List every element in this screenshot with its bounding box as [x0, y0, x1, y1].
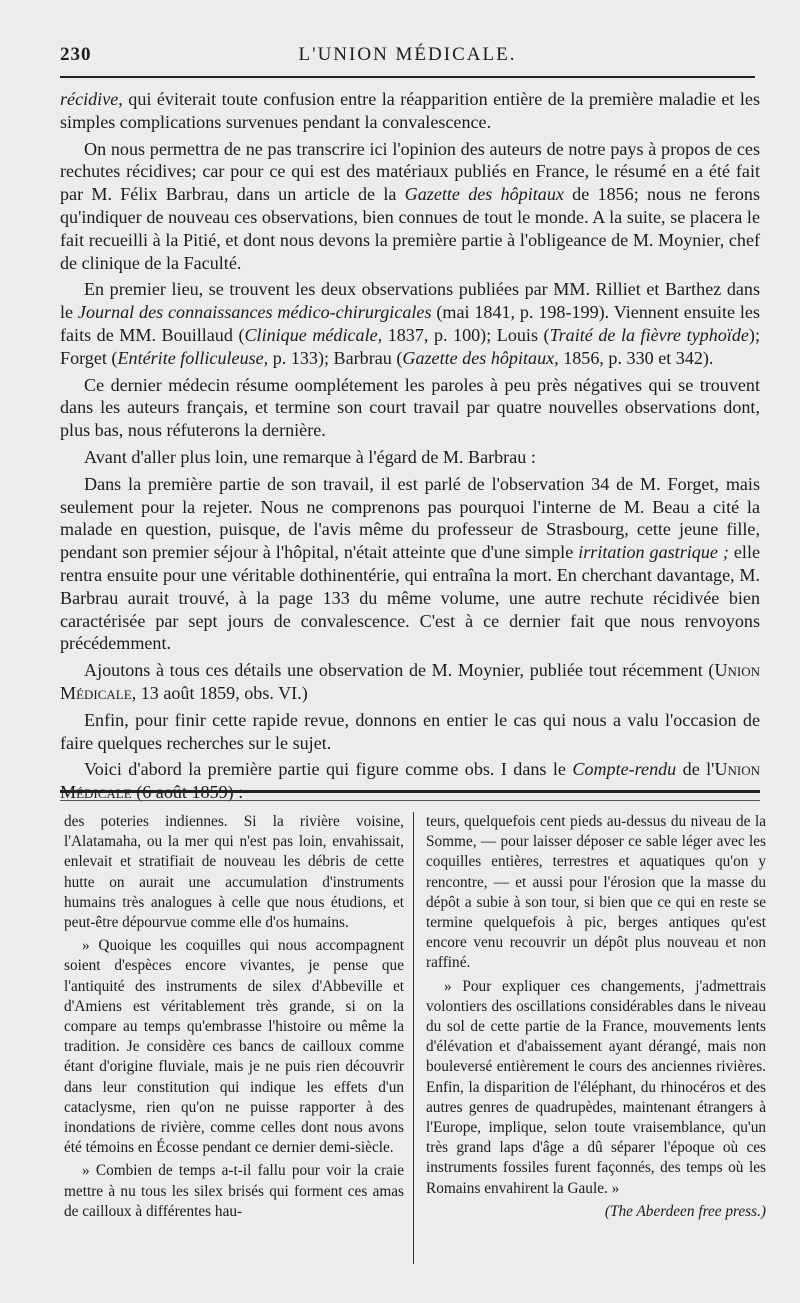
page-header — [60, 40, 755, 74]
paragraph-text: On nous permettra de ne pas transcrire ici l'opinion des auteurs de notre pays à propos de ces rechutes récidives; car pour ce qui est des matériaux publiés en France, le résumé en a été fait par M. Félix Barbrau, dans un article de la — [60, 138, 760, 205]
paragraph-text: Dans la première partie de son travail, il est parlé de l'observation 34 de M. Forget, mais seulement pour la rejeter. Nous ne comprenons pas pourquoi l'interne de M. Beau a cité la malade en question, puisque, de l'avis même du professeur de Strasbourg, cette jeune fille, pendant son premier séjour à l'hôpital, n'était atteinte que d'une simple — [60, 473, 760, 563]
paragraph: » Quoique les coquilles qui nous accompagnent soient d'espèces encore vivantes, je pense que l'antiquité des instruments de silex d'Abbeville et d'Amiens est véritablement très grande, si on la compare au temps qu'embrasse l'histoire ou même la tradition. Je considère ces bancs de cailloux comme étant d'origine fluviale, mais je ne puis rien découvrir dans leur constitution qui indique les effets d'un cataclysme, rien qu'on ne puisse rapporter à des inondations de rivière, comme celles dont nous avons été témoins en Écosse pendant ce dernier demi-siècle. — [64, 937, 404, 1157]
running-title: L'UNION MÉDICALE. — [298, 44, 517, 65]
paragraph: Enfin, pour finir cette rapide revue, donnons en entier le cas qui nous a valu l'occasion de faire quelques recherches sur le sujet. — [60, 709, 760, 753]
paragraph-text: elle rentra ensuite pour une véritable dothinentérie, qui entraîna la mort. En cherchant davantage, M. Barbrau aurait trouvé, à la page 133 du même volume, une autre rechute récidivée bien caractérisée par sept jours de convalescence. C'est à ce dernier fait que nous renvoyons précédemment. — [60, 542, 760, 654]
paragraph: Ce dernier médecin résume oomplétement les paroles à peu près négatives qui se trouvent dans les auteurs français, et termine son court travail par quatre nouvelles observations dont, plus bas, nous réfuterons la dernière. — [60, 374, 760, 441]
paragraph — [60, 138, 760, 275]
paragraph-text: Ajoutons à tous ces détails une observation de M. Moynier, publiée tout récemment ( — [84, 660, 715, 681]
page-number: 230 — [60, 44, 92, 65]
journal-title: Journal des connaissances médico-chirurgicales — [77, 302, 432, 323]
paragraph: teurs, quelquefois cent pieds au-dessus du niveau de la Somme, — pour laisser déposer ce sable léger avec les coquilles entières, terrestres et aquatiques qu'on y rencontre, — et aussi pour l'érosion que la masse du dépôt a subie à son tour, si bien que ce qui en reste se termine quelquefois à pic, berges antiques qu'est encore venu recouvrir un dépôt plus nouveau et non raffiné. — [426, 813, 766, 972]
paragraph-text: 1856, p. 330 et 342). — [558, 347, 714, 368]
paragraph-text: de l' — [676, 759, 715, 780]
paragraph — [60, 473, 760, 655]
italic-term: récidive — [60, 89, 119, 109]
paragraph-text: 1837, p. 100); Louis ( — [382, 324, 550, 345]
book-title: Clinique médicale, — [244, 324, 383, 345]
paragraph: Avant d'aller plus loin, une remarque à l'égard de M. Barbrau : — [84, 446, 536, 467]
paragraph-text: Voici d'abord la première partie qui figure comme obs. I dans le — [84, 759, 573, 780]
paragraph-text: , qui éviterait toute confusion entre la réapparition entière de la première maladie et les simples complications survenues pendant la convalescence. — [60, 89, 760, 132]
column-divider — [413, 812, 414, 1264]
journal-title: Gazette des hôpitaux — [404, 184, 564, 205]
paragraph: » Pour expliquer ces changements, j'admettrais volontiers des oscillations considérables dans le niveau du sol de cette partie de la France, mouvements lents d'élévation et d'abaissement ayant dérangé, mais non bouleversé entièrement le cours des anciennes rivières. Enfin, la disparition de l'éléphant, du rhinocéros et des autres genres de quadrupèdes, maintenant étrangers à l'Europe, implique, selon toute vraisemblance, qu'un très grand laps d'âge a dû séparer l'époque où ces instruments fossiles furent façonnés, des temps où les Romains envahirent la Gaule. » — [426, 977, 766, 1197]
journal-name: Union Médicale — [60, 759, 760, 803]
italic-term: irritation gastrique ; — [578, 542, 729, 563]
paragraph — [60, 659, 760, 705]
paragraph-text: ); Forget ( — [60, 324, 760, 368]
journal-name: Union Médicale — [60, 660, 760, 703]
source-citation: (The Aberdeen free press.) — [604, 1202, 766, 1220]
paragraph-text: (6 août 1859) : — [131, 782, 244, 803]
feuilleton-left-column — [64, 812, 404, 1225]
paragraph-text: En premier lieu, se trouvent les deux observations publiées par MM. Rilliet et Barthez dans le — [60, 279, 760, 323]
paragraph-text: p. 133); Barbrau ( — [268, 347, 403, 368]
paragraph-text: (mai 1841, p. 198-199). Viennent ensuite les faits de MM. Bouillaud ( — [60, 302, 761, 345]
journal-title: Gazette des hôpitaux, — [402, 347, 559, 368]
paragraph-text: , 13 août 1859, obs. VI.) — [131, 682, 308, 703]
header-rule — [60, 76, 755, 78]
book-title: Entérite folliculeuse, — [117, 347, 269, 368]
paragraph — [60, 278, 760, 369]
italic-term: Compte-rendu — [572, 759, 677, 780]
paragraph: » Combien de temps a-t-il fallu pour voir la craie mettre à nu tous les silex brisés qui forment ces amas de cailloux à différentes hau- — [64, 1162, 404, 1220]
paragraph — [60, 88, 760, 134]
book-title: Traité de la fièvre typhoïde — [549, 324, 749, 345]
section-divider — [60, 790, 760, 801]
paragraph: des poteries indiennes. Si la rivière voisine, l'Alatamaha, ou la mer qui n'est pas loin, envahissait, enlevait et stratifiait de nouveau les débris de cette hutte on aurait une accumulation d'instruments humains très analogues à celle que nous étudions, et peut-être dépourvue comme elle d'os humains. — [64, 813, 404, 932]
paragraph-text: de 1856; nous ne ferons qu'indiquer de nouveau ces observations, bien connues de tout le monde. A la suite, se placera le fait recueilli à la Pitié, et dont nous devons la première partie à l'obligeance de M. Moynier, chef de clinique de la Faculté. — [60, 184, 761, 273]
feuilleton-right-column — [426, 812, 766, 1222]
main-article-text — [60, 88, 760, 808]
